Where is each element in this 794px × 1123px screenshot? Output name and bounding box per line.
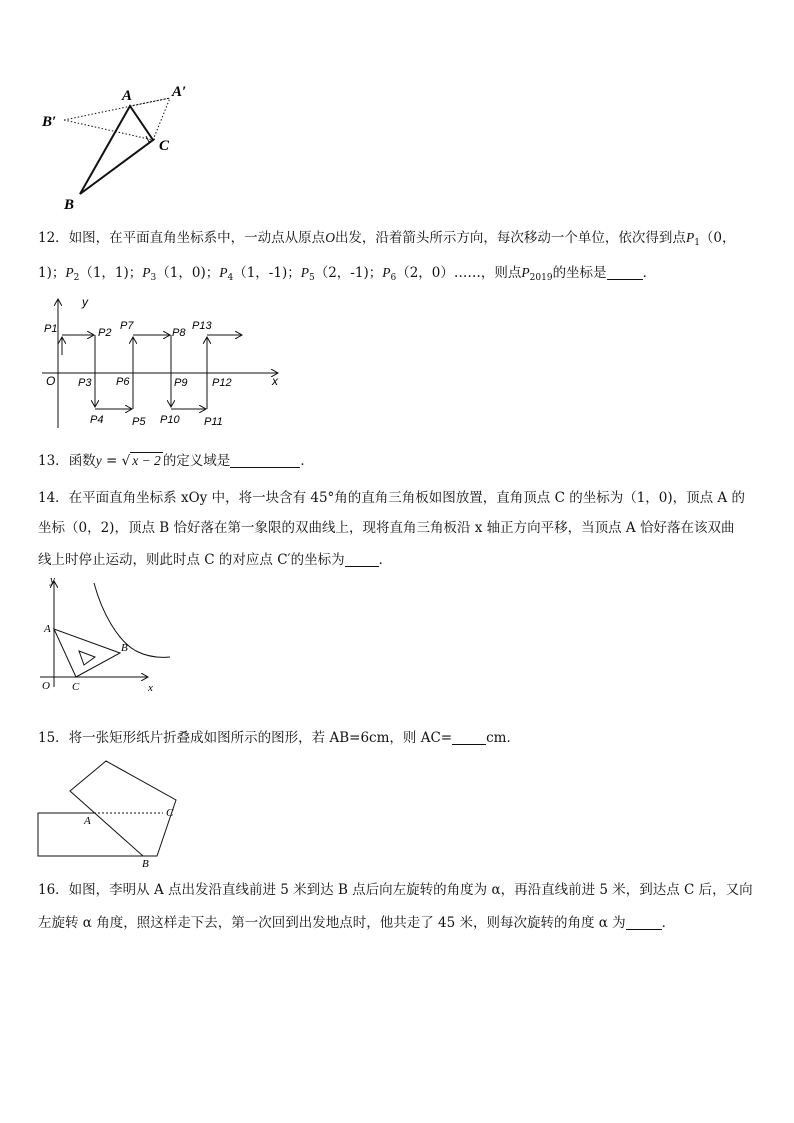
- q12-p5-sub: 5: [308, 273, 315, 283]
- label-x: x: [148, 682, 153, 694]
- q12-p1: P: [685, 230, 695, 245]
- q15-text: 15．将一张矩形纸片折叠成如图所示的图形，若 AB=6cm，则 AC=: [38, 730, 453, 746]
- q13-number: 13．: [38, 453, 69, 469]
- label-b: B: [142, 858, 149, 870]
- label-y: y: [82, 295, 88, 309]
- label-b-prime: B′: [42, 114, 57, 130]
- label-p11: P11: [204, 416, 223, 428]
- lattice-path-diagram: [36, 293, 286, 433]
- label-a: A: [44, 623, 51, 635]
- answer-blank[interactable]: [607, 265, 643, 280]
- q12-p1-sub: 1: [694, 238, 700, 248]
- figure-q12: [36, 293, 286, 433]
- triangle-abc: [80, 106, 153, 194]
- q12-text-a: 如图，在平面直角坐标系中，一动点从原点: [68, 230, 326, 246]
- label-p1: P1: [44, 323, 58, 335]
- answer-blank[interactable]: [230, 453, 300, 468]
- answer-blank[interactable]: [345, 552, 379, 567]
- label-c: C: [159, 138, 170, 154]
- q12-end: ．: [642, 265, 657, 281]
- q12-p4: P: [219, 265, 228, 280]
- label-y: y: [50, 574, 55, 586]
- q12-tail: 的坐标是: [552, 265, 607, 281]
- question-14-line-1: 14．在平面直角坐标系 xOy 中，将一块含有 45°角的直角三角板如图放置，直角顶点 C 的坐标为（1，0)，顶点 A 的: [38, 490, 745, 506]
- label-p9: P9: [174, 377, 188, 389]
- figure-q15: [36, 757, 196, 872]
- label-p12: P12: [212, 377, 232, 389]
- question-12-line-1: [38, 228, 760, 253]
- figure-q14: [36, 573, 186, 698]
- label-c: C: [166, 807, 174, 819]
- q12-c5: （2，-1)；: [314, 265, 383, 281]
- hyperbola-curve: [94, 583, 170, 657]
- label-p7: P7: [120, 320, 134, 332]
- q15-end: cm．: [486, 730, 520, 746]
- q12-pn: P: [521, 265, 530, 280]
- q12-p6: P: [382, 265, 391, 280]
- triangle-rotation-diagram: [38, 78, 218, 218]
- q12-pn-sub: 2019: [529, 273, 553, 283]
- q16-line2-text: 左旋转 α 角度，照这样走下去，第一次回到出发地点时，他共走了 45 米，则每次旋转的角度 α 为: [38, 915, 626, 931]
- q13-radicand: x − 2: [132, 453, 161, 468]
- label-a: A: [84, 815, 91, 827]
- q14-end: ．: [378, 552, 393, 568]
- answer-blank[interactable]: [626, 915, 662, 930]
- dotted-bprime-c: [64, 120, 153, 140]
- question-16-line-2: [38, 913, 760, 933]
- sqrt-symbol: √: [121, 453, 131, 469]
- question-14-line-2: 坐标（0，2)，顶点 B 恰好落在第一象限的双曲线上，现将直角三角板沿 x 轴正方向平移，当顶点 A 恰好落在该双曲: [38, 520, 735, 536]
- triangle-acb: [54, 629, 120, 677]
- folded-flap: [70, 761, 176, 856]
- label-b: B: [64, 197, 75, 213]
- question-15: [38, 728, 760, 748]
- dotted-c-aprime: [153, 98, 170, 140]
- q12-text: 1)；: [38, 265, 66, 281]
- label-o: O: [42, 680, 50, 692]
- question-12-line-2: [38, 263, 760, 288]
- label-p10: P10: [160, 414, 180, 426]
- label-p6: P6: [116, 376, 130, 388]
- q16-end: ．: [661, 915, 676, 931]
- label-c: C: [72, 681, 80, 693]
- q12-p1-coord: （0，: [699, 230, 736, 246]
- q13-y: y: [95, 453, 102, 468]
- q12-c2: （1，1)；: [79, 265, 143, 281]
- folded-paper-diagram: [36, 757, 196, 872]
- q12-p2: P: [65, 265, 74, 280]
- inner-triangle-cutout: [79, 651, 95, 665]
- q13-end: ．: [300, 453, 314, 469]
- q12-p3: P: [142, 265, 151, 280]
- q12-p5: P: [300, 265, 309, 280]
- q13-eq: =: [101, 453, 122, 469]
- q12-p3-sub: 3: [150, 273, 157, 283]
- label-b: B: [121, 642, 128, 654]
- question-13: [38, 451, 760, 471]
- question-14-line-3: [38, 550, 760, 570]
- label-p8: P8: [172, 327, 186, 339]
- q12-text-b: 出发，沿着箭头所示方向，每次移动一个单位，依次得到点: [334, 230, 686, 246]
- q12-number: 12．: [38, 230, 69, 246]
- label-x: x: [272, 374, 278, 388]
- q12-p4-sub: 4: [227, 273, 234, 283]
- q14-line3-text: 线上时停止运动，则此时点 C 的对应点 C′的坐标为: [38, 552, 345, 568]
- answer-blank[interactable]: [452, 730, 486, 745]
- figure-q11: [38, 78, 218, 218]
- rectangle-lower-part: [38, 813, 144, 856]
- q12-p6-sub: 6: [390, 273, 397, 283]
- label-p2: P2: [98, 327, 112, 339]
- q13-text-b: 的定义域是: [162, 453, 231, 469]
- q12-origin-o: O: [325, 230, 335, 245]
- label-a-prime: A′: [172, 84, 187, 100]
- label-a: A: [122, 88, 133, 104]
- hyperbola-triangle-diagram: [36, 573, 186, 698]
- q13-text-a: 函数: [68, 453, 96, 469]
- q12-c3: （1，0)；: [156, 265, 220, 281]
- label-p4: P4: [90, 414, 104, 426]
- q12-p2-sub: 2: [73, 273, 80, 283]
- label-p5: P5: [132, 416, 146, 428]
- label-o: O: [46, 374, 56, 388]
- q12-c6: （2，0）……，则点: [396, 265, 522, 281]
- label-p3: P3: [78, 377, 92, 389]
- dotted-bprime-aprime: [64, 98, 170, 120]
- question-16-line-1: 16．如图，李明从 A 点出发沿直线前进 5 米到达 B 点后向左旋转的角度为 α，再沿直线前进 5 米，到达点 C 后，又向: [38, 882, 753, 898]
- label-p13: P13: [192, 320, 212, 332]
- q12-c4: （1，-1)；: [233, 265, 301, 281]
